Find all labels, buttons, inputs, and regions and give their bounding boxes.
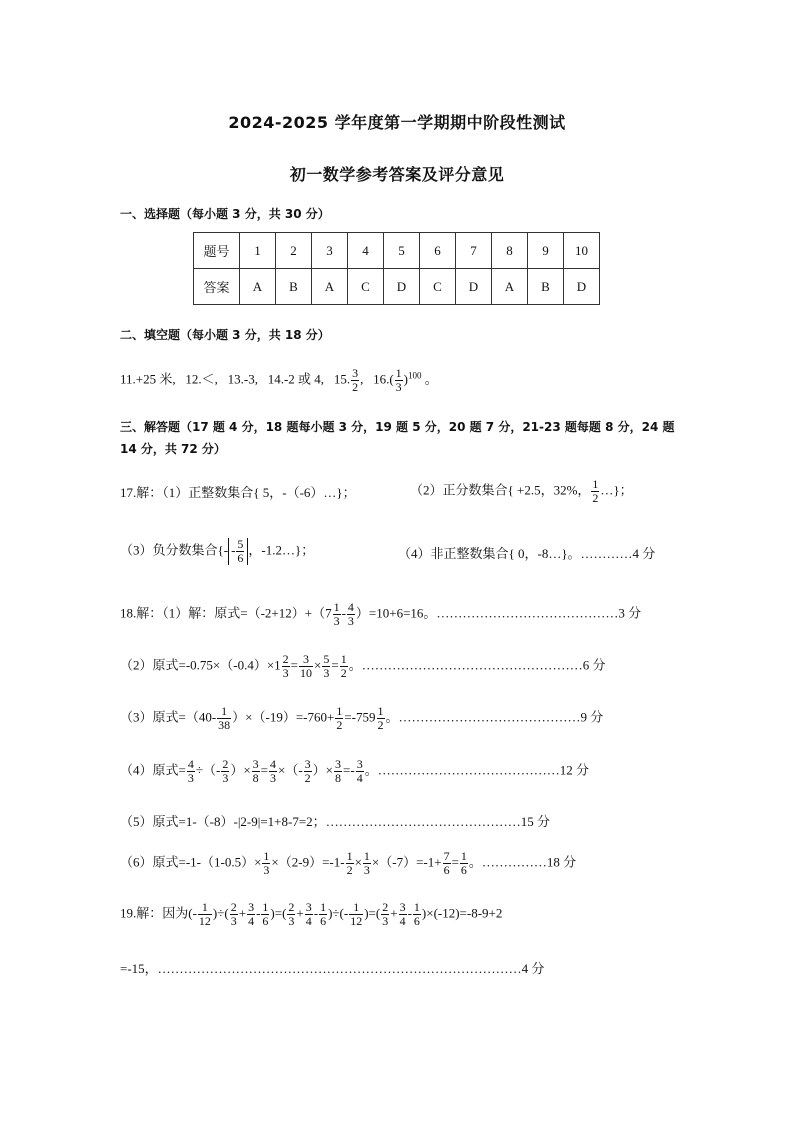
denominator: 4 bbox=[305, 914, 312, 929]
fraction bbox=[347, 601, 355, 628]
text: + bbox=[296, 905, 304, 921]
fraction bbox=[334, 758, 342, 785]
denominator: 8 bbox=[252, 771, 259, 786]
denominator: 4 bbox=[399, 914, 406, 929]
numerator: 3 bbox=[399, 900, 406, 914]
denominator: 8 bbox=[335, 771, 342, 786]
denominator: 4 bbox=[356, 771, 363, 786]
fraction bbox=[304, 758, 312, 785]
denominator: 2 bbox=[592, 491, 599, 506]
text: = bbox=[260, 762, 268, 778]
fraction bbox=[335, 705, 343, 732]
answer-cell: A bbox=[492, 269, 528, 305]
text: ÷（- bbox=[195, 762, 221, 778]
fraction bbox=[282, 653, 290, 680]
denominator: 6 bbox=[443, 863, 450, 878]
text: 19.解：因为(- bbox=[120, 905, 197, 921]
text: - bbox=[341, 605, 346, 621]
q18-line-4 bbox=[120, 758, 589, 785]
table-row-answers bbox=[194, 269, 600, 305]
text: - bbox=[256, 905, 261, 921]
numerator: 5 bbox=[323, 652, 330, 666]
fraction bbox=[356, 758, 364, 785]
denominator: 2 bbox=[340, 666, 347, 681]
denominator: 12 bbox=[350, 914, 363, 929]
question-number: 1 bbox=[240, 233, 276, 269]
numerator: 3 bbox=[248, 900, 255, 914]
answer-12: 12.＜, bbox=[185, 371, 218, 387]
fraction bbox=[340, 653, 348, 680]
q17-line-2b bbox=[398, 543, 655, 562]
answer-cell: D bbox=[456, 269, 492, 305]
numerator: 2 bbox=[382, 900, 389, 914]
denominator: 3 bbox=[282, 666, 289, 681]
fraction bbox=[322, 653, 330, 680]
text: = bbox=[290, 657, 298, 673]
punct: , bbox=[360, 371, 364, 387]
text: ）=10+6=16。 bbox=[355, 605, 437, 621]
numerator: 1 bbox=[377, 704, 384, 718]
document-title: 2024-2025 学年度第一学期期中阶段性测试 bbox=[228, 113, 566, 132]
fraction bbox=[230, 901, 238, 928]
text: + bbox=[238, 905, 247, 921]
fraction bbox=[217, 705, 231, 732]
denominator: 3 bbox=[222, 771, 229, 786]
paren: ) bbox=[403, 371, 408, 387]
answer-cell: C bbox=[420, 269, 456, 305]
q17-part-1: 17.解：（1）正整数集合{ 5，-（-6）…}； bbox=[120, 485, 356, 500]
numerator: 1 bbox=[395, 366, 402, 380]
question-number: 5 bbox=[384, 233, 420, 269]
denominator: 6 bbox=[320, 914, 327, 929]
denominator: 3 bbox=[395, 380, 402, 395]
fraction bbox=[346, 850, 354, 877]
answer-cell: B bbox=[276, 269, 312, 305]
section-3-heading: 三、解答题（17 题 4 分，18 题每小题 3 分，19 题 5 分，20 题 7 分，21-23 题每题 8 分，24 题 14 分，共 72 分） bbox=[120, 420, 675, 456]
q18-line-1 bbox=[120, 601, 641, 628]
answer-16-prefix: 16.( bbox=[373, 371, 394, 387]
denominator: 3 bbox=[187, 771, 194, 786]
question-number: 4 bbox=[348, 233, 384, 269]
fraction bbox=[287, 901, 295, 928]
text: = bbox=[331, 657, 339, 673]
denominator: 10 bbox=[300, 666, 312, 681]
score-leader: ………………………………………15 分 bbox=[325, 814, 550, 829]
fraction bbox=[269, 758, 277, 785]
answer-13: 13.-3, bbox=[227, 371, 258, 387]
q17-line-2 bbox=[120, 538, 314, 565]
score-leader: ……………18 分 bbox=[481, 854, 577, 870]
denominator: 3 bbox=[382, 914, 389, 929]
text: - bbox=[313, 905, 319, 921]
denominator: 3 bbox=[363, 863, 370, 878]
question-number: 6 bbox=[420, 233, 456, 269]
numerator: 1 bbox=[262, 900, 269, 914]
q17-part-2-end: …}； bbox=[600, 482, 633, 498]
answer-cell: D bbox=[564, 269, 600, 305]
numerator: 3 bbox=[252, 757, 259, 771]
q19-line-2 bbox=[120, 958, 544, 977]
numerator: 1 bbox=[346, 849, 353, 863]
table-header-question: 题号 bbox=[194, 233, 240, 269]
numerator: 1 bbox=[592, 477, 599, 491]
numerator: 3 bbox=[356, 757, 363, 771]
text: 。 bbox=[468, 854, 482, 870]
numerator: 3 bbox=[304, 757, 311, 771]
denominator: 2 bbox=[377, 718, 384, 733]
q17-part-3: （3）负分数集合{- bbox=[120, 542, 229, 558]
q17-part-2: （2）正分数集合{ +2.5，32%， bbox=[410, 482, 591, 498]
denominator: 3 bbox=[230, 914, 237, 929]
score-leader: ……………………………………………6 分 bbox=[361, 657, 606, 673]
q17-part-3-end: ，-1.2…}； bbox=[248, 542, 315, 558]
fraction bbox=[305, 901, 313, 928]
numerator: 2 bbox=[230, 900, 237, 914]
fill-in-answers bbox=[120, 367, 438, 394]
fraction bbox=[247, 901, 255, 928]
denominator: 6 bbox=[262, 914, 269, 929]
question-number: 8 bbox=[492, 233, 528, 269]
text: ）× bbox=[312, 762, 334, 778]
text: 。 bbox=[348, 657, 362, 673]
fraction bbox=[319, 901, 327, 928]
denominator: 6 bbox=[237, 551, 244, 566]
numerator: 1 bbox=[217, 705, 231, 719]
text: ×（2-9）=-1- bbox=[271, 854, 345, 870]
question-number: 3 bbox=[312, 233, 348, 269]
fraction bbox=[363, 850, 371, 877]
q19-line-1 bbox=[120, 901, 502, 928]
text: ×（-7）=-1+ bbox=[371, 854, 442, 870]
denominator: 12 bbox=[198, 914, 211, 929]
q17-line-1b bbox=[410, 478, 633, 505]
numerator: 4 bbox=[347, 600, 354, 614]
fraction bbox=[262, 850, 270, 877]
text: （3）原式=（40- bbox=[120, 709, 217, 725]
fraction bbox=[443, 850, 451, 877]
fraction bbox=[399, 901, 407, 928]
numerator: 1 bbox=[413, 900, 420, 914]
answer-cell: D bbox=[384, 269, 420, 305]
numerator: 1 bbox=[263, 849, 270, 863]
text: ）×（-19）=-760+ bbox=[232, 709, 335, 725]
denominator: 3 bbox=[288, 914, 295, 929]
minus: - bbox=[231, 542, 236, 558]
answer-cell: C bbox=[348, 269, 384, 305]
numerator: 1 bbox=[198, 901, 212, 915]
text: + bbox=[390, 905, 398, 921]
numerator: 2 bbox=[282, 652, 289, 666]
numerator: 4 bbox=[270, 757, 276, 771]
text: × bbox=[314, 657, 322, 673]
numerator: 1 bbox=[340, 652, 347, 666]
text: ）× bbox=[230, 762, 251, 778]
numerator: 1 bbox=[460, 849, 467, 863]
fraction bbox=[351, 367, 359, 394]
fraction bbox=[349, 901, 363, 928]
denominator: 4 bbox=[248, 914, 255, 929]
table-header-answer: 答案 bbox=[194, 269, 240, 305]
q18-line-5 bbox=[120, 811, 550, 830]
question-number: 7 bbox=[456, 233, 492, 269]
denominator: 2 bbox=[336, 718, 343, 733]
answer-cell: B bbox=[528, 269, 564, 305]
answer-14: 14.-2 或 4, bbox=[267, 371, 325, 387]
question-number: 2 bbox=[276, 233, 312, 269]
fraction bbox=[261, 901, 269, 928]
text: - bbox=[407, 905, 412, 921]
text: )÷( bbox=[212, 905, 229, 921]
fraction bbox=[299, 653, 313, 680]
section-2-heading: 二、填空题（每小题 3 分，共 18 分） bbox=[120, 328, 330, 342]
denominator: 3 bbox=[263, 863, 270, 878]
q17-part-4: （4）非正整数集合{ 0，-8…}。…………4 分 bbox=[398, 546, 656, 561]
denominator: 2 bbox=[346, 863, 353, 878]
q18-line-2 bbox=[120, 653, 605, 680]
numerator: 1 bbox=[333, 600, 340, 614]
punct: 。 bbox=[424, 371, 438, 387]
numerator: 3 bbox=[299, 653, 313, 667]
question-number: 9 bbox=[528, 233, 564, 269]
text: 18.解：（1）解：原式=（-2+12）+（7 bbox=[120, 605, 332, 621]
denominator: 6 bbox=[413, 914, 420, 929]
denominator: 3 bbox=[270, 771, 276, 786]
fraction bbox=[413, 901, 421, 928]
denominator: 3 bbox=[347, 614, 354, 629]
text: ×（- bbox=[278, 762, 303, 778]
fraction bbox=[236, 538, 244, 565]
numerator: 1 bbox=[349, 901, 363, 915]
text: =-759 bbox=[344, 709, 376, 725]
answer-cell: A bbox=[312, 269, 348, 305]
fraction bbox=[591, 478, 599, 505]
score-leader: ……………………………………12 分 bbox=[377, 762, 589, 778]
text: （4）原式= bbox=[120, 762, 186, 778]
text: 。 bbox=[385, 709, 399, 725]
numerator: 2 bbox=[222, 757, 229, 771]
text: )×(-12)=-8-9+2 bbox=[421, 905, 503, 921]
numerator: 1 bbox=[320, 900, 327, 914]
numerator: 3 bbox=[352, 366, 359, 380]
text: )÷(- bbox=[328, 905, 349, 921]
fraction bbox=[252, 758, 260, 785]
answer-cell: A bbox=[240, 269, 276, 305]
numerator: 3 bbox=[335, 757, 342, 771]
q17-line-1 bbox=[120, 482, 356, 501]
answer-11: 11.+25 米, bbox=[120, 371, 176, 387]
text: )=( bbox=[364, 905, 381, 921]
text: （2）原式=-0.75×（-0.4）×1 bbox=[120, 657, 281, 673]
denominator: 2 bbox=[352, 380, 359, 395]
denominator: 2 bbox=[304, 771, 311, 786]
fraction bbox=[221, 758, 229, 785]
text: = bbox=[451, 854, 459, 870]
numerator: 5 bbox=[237, 537, 244, 551]
absolute-value bbox=[228, 538, 248, 565]
question-number: 10 bbox=[564, 233, 600, 269]
score-leader: ……………………………………9 分 bbox=[398, 709, 604, 725]
text: （6）原式=-1-（1-0.5）× bbox=[120, 854, 262, 870]
denominator: 3 bbox=[323, 666, 330, 681]
text: )=( bbox=[270, 905, 287, 921]
q18-line-3 bbox=[120, 705, 603, 732]
text: =-15，…………………………………………………………………………4 分 bbox=[120, 961, 545, 976]
fraction bbox=[333, 601, 341, 628]
answer-table bbox=[193, 232, 600, 305]
numerator: 7 bbox=[443, 849, 450, 863]
q18-line-6 bbox=[120, 850, 576, 877]
denominator: 3 bbox=[333, 614, 340, 629]
section-1-heading: 一、选择题（每小题 3 分，共 30 分） bbox=[120, 207, 330, 221]
denominator: 6 bbox=[460, 863, 467, 878]
numerator: 1 bbox=[363, 849, 370, 863]
fraction bbox=[377, 705, 385, 732]
numerator: 1 bbox=[336, 704, 343, 718]
table-row-questions bbox=[194, 233, 600, 269]
fraction bbox=[381, 901, 389, 928]
denominator: 38 bbox=[218, 718, 231, 733]
text: × bbox=[354, 854, 362, 870]
score-leader: ……………………………………3 分 bbox=[436, 605, 642, 621]
fraction bbox=[187, 758, 195, 785]
fraction bbox=[198, 901, 212, 928]
exponent: 100 bbox=[408, 370, 422, 381]
text: 。 bbox=[364, 762, 378, 778]
numerator: 2 bbox=[288, 900, 295, 914]
numerator: 4 bbox=[187, 757, 194, 771]
fraction bbox=[395, 367, 403, 394]
text: =- bbox=[343, 762, 355, 778]
document-subtitle: 初一数学参考答案及评分意见 bbox=[289, 165, 505, 184]
text: （5）原式=1-（-8）-|2-9|=1+8-7=2； bbox=[120, 814, 326, 829]
answer-15-prefix: 15. bbox=[333, 371, 351, 387]
numerator: 3 bbox=[305, 900, 312, 914]
fraction bbox=[460, 850, 468, 877]
